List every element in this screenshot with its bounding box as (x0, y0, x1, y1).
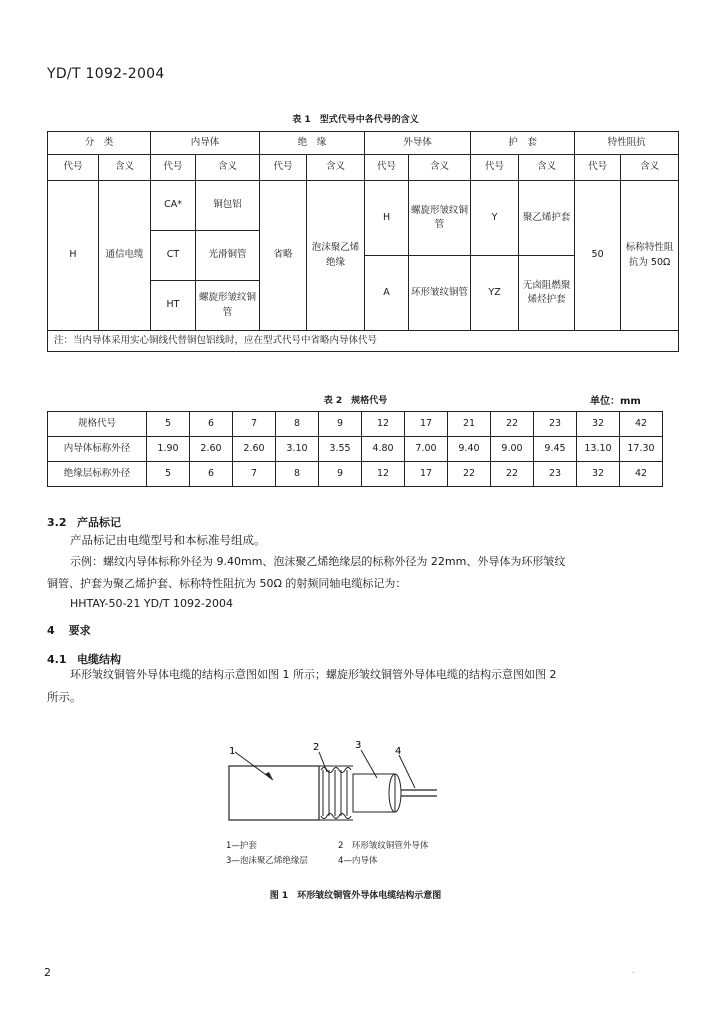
subheader-code: 代号 (575, 155, 621, 181)
cell: 32 (577, 412, 620, 437)
insulation-code: 省略 (260, 181, 307, 331)
subheader-code: 代号 (151, 155, 196, 181)
callout-4: 4 (395, 746, 402, 757)
row-label: 规格代号 (48, 412, 147, 437)
class-meaning: 通信电缆 (99, 181, 151, 331)
cell: 21 (448, 412, 491, 437)
subheader-code: 代号 (48, 155, 99, 181)
product-mark: HHTAY-50-21 YD/T 1092-2004 (70, 597, 233, 610)
cell: 2.60 (233, 437, 276, 462)
subheader-meaning: 含义 (196, 155, 260, 181)
cell: 42 (620, 412, 663, 437)
row-label: 内导体标称外径 (48, 437, 147, 462)
callout-3: 3 (355, 740, 362, 751)
section-title: 要求 (68, 624, 91, 637)
section-number: 4 (47, 624, 55, 637)
cell: 17.30 (620, 437, 663, 462)
cell: 9 (319, 462, 362, 487)
cell: 4.80 (362, 437, 405, 462)
subheader-meaning: 含义 (307, 155, 365, 181)
group-classification: 分 类 (48, 132, 151, 155)
cell: 6 (190, 462, 233, 487)
cell: 2.60 (190, 437, 233, 462)
subheader-meaning: 含义 (621, 155, 679, 181)
section-4-heading (47, 622, 91, 638)
outer-meaning: 螺旋形皱纹铜管 (409, 181, 471, 256)
legend-item: 4—内导体 (338, 856, 378, 866)
group-impedance: 特性阻抗 (575, 132, 679, 155)
cell: 7.00 (405, 437, 448, 462)
sheath-shape (229, 766, 319, 820)
cell: 6 (190, 412, 233, 437)
cell: 7 (233, 412, 276, 437)
cell: 9.40 (448, 437, 491, 462)
cell: 8 (276, 462, 319, 487)
cell: 12 (362, 412, 405, 437)
group-outer: 外导体 (365, 132, 471, 155)
cell: 9.45 (534, 437, 577, 462)
impedance-code: 50 (575, 181, 621, 331)
cell: 22 (448, 462, 491, 487)
cell: 12 (362, 462, 405, 487)
outer-code: H (365, 181, 409, 256)
page-number: 2 (44, 966, 51, 979)
cell: 17 (405, 412, 448, 437)
subheader-meaning: 含义 (99, 155, 151, 181)
legend-item: 3—泡沫聚乙烯绝缘层 (226, 856, 308, 866)
group-insulation: 绝 缘 (260, 132, 365, 155)
cell: 3.55 (319, 437, 362, 462)
sheath-code: YZ (471, 256, 519, 331)
insulation-meaning: 泡沫聚乙烯绝缘 (307, 181, 365, 331)
subheader-meaning: 含义 (409, 155, 471, 181)
inner-code: CT (151, 231, 196, 281)
group-sheath: 护 套 (471, 132, 575, 155)
sheath-meaning: 聚乙烯护套 (519, 181, 575, 256)
cell: 5 (147, 462, 190, 487)
cell: 22 (491, 462, 534, 487)
subheader-meaning: 含义 (519, 155, 575, 181)
sheath-code: Y (471, 181, 519, 256)
cell: 9 (319, 412, 362, 437)
leader-line (399, 755, 415, 788)
impedance-meaning: 标称特性阻抗为 50Ω (621, 181, 679, 331)
row-label: 绝缘层标称外径 (48, 462, 147, 487)
leader-line (319, 752, 327, 772)
class-code: H (48, 181, 99, 331)
cell: 23 (534, 412, 577, 437)
spec-code-table (47, 411, 663, 487)
cell: 8 (276, 412, 319, 437)
cell: 5 (147, 412, 190, 437)
table1-note: 注：当内导体采用实心铜线代替铜包铝线时，应在型式代号中省略内导体代号 (48, 331, 679, 352)
inner-code: HT (151, 281, 196, 331)
legend-item: 2 环形皱纹铜管外导体 (338, 841, 429, 851)
code-meaning-table (47, 131, 679, 352)
table2-unit: 单位：mm (590, 396, 641, 407)
callout-2: 2 (313, 742, 320, 753)
subheader-code: 代号 (471, 155, 519, 181)
footer-mark: . (632, 966, 635, 975)
outer-code: A (365, 256, 409, 331)
cable-structure-diagram (215, 740, 465, 835)
cell: 9.00 (491, 437, 534, 462)
document-header: YD/T 1092-2004 (47, 66, 165, 82)
cell: 1.90 (147, 437, 190, 462)
cell: 42 (620, 462, 663, 487)
cell: 7 (233, 462, 276, 487)
inner-meaning: 螺旋形皱纹铜管 (196, 281, 260, 331)
figure1-caption: 图 1 环形皱纹铜管外导体电缆结构示意图 (269, 891, 442, 901)
inner-code: CA* (151, 181, 196, 231)
inner-meaning: 铜包铝 (196, 181, 260, 231)
section-3-2-heading (47, 514, 121, 530)
arrowhead (265, 772, 273, 780)
paragraph: 示例：螺纹内导体标称外径为 9.40mm、泡沫聚乙烯绝缘层的标称外径为 22mm、外导体为环形皱纹 (70, 555, 566, 568)
table1-caption: 表 1 型式代号中各代号的含义 (292, 115, 419, 125)
corrugated-tube-outline (319, 766, 353, 820)
paragraph: 产品标记由电缆型号和本标准号组成。 (70, 533, 266, 547)
cell: 23 (534, 462, 577, 487)
section-number: 4.1 (47, 653, 67, 666)
subheader-code: 代号 (365, 155, 409, 181)
subheader-code: 代号 (260, 155, 307, 181)
callout-1: 1 (229, 746, 236, 757)
outer-meaning: 环形皱纹铜管 (409, 256, 471, 331)
cell: 32 (577, 462, 620, 487)
sheath-meaning: 无卤阻燃聚烯烃护套 (519, 256, 575, 331)
paragraph: 环形皱纹铜管外导体电缆的结构示意图如图 1 所示；螺旋形皱纹铜管外导体电缆的结构示意图如图 2 (70, 668, 557, 681)
section-title: 电缆结构 (77, 653, 121, 666)
cell: 17 (405, 462, 448, 487)
paragraph: 所示。 (47, 690, 82, 704)
paragraph: 铜管、护套为聚乙烯护套、标称特性阻抗为 50Ω 的射频同轴电缆标记为： (47, 577, 407, 590)
section-number: 3.2 (47, 516, 67, 529)
legend-item: 1—护套 (226, 841, 257, 851)
group-inner: 内导体 (151, 132, 260, 155)
cell: 22 (491, 412, 534, 437)
table2-caption: 表 2 规格代号 (323, 396, 388, 406)
cell: 3.10 (276, 437, 319, 462)
inner-meaning: 光滑铜管 (196, 231, 260, 281)
section-title: 产品标记 (77, 516, 121, 529)
cell: 13.10 (577, 437, 620, 462)
